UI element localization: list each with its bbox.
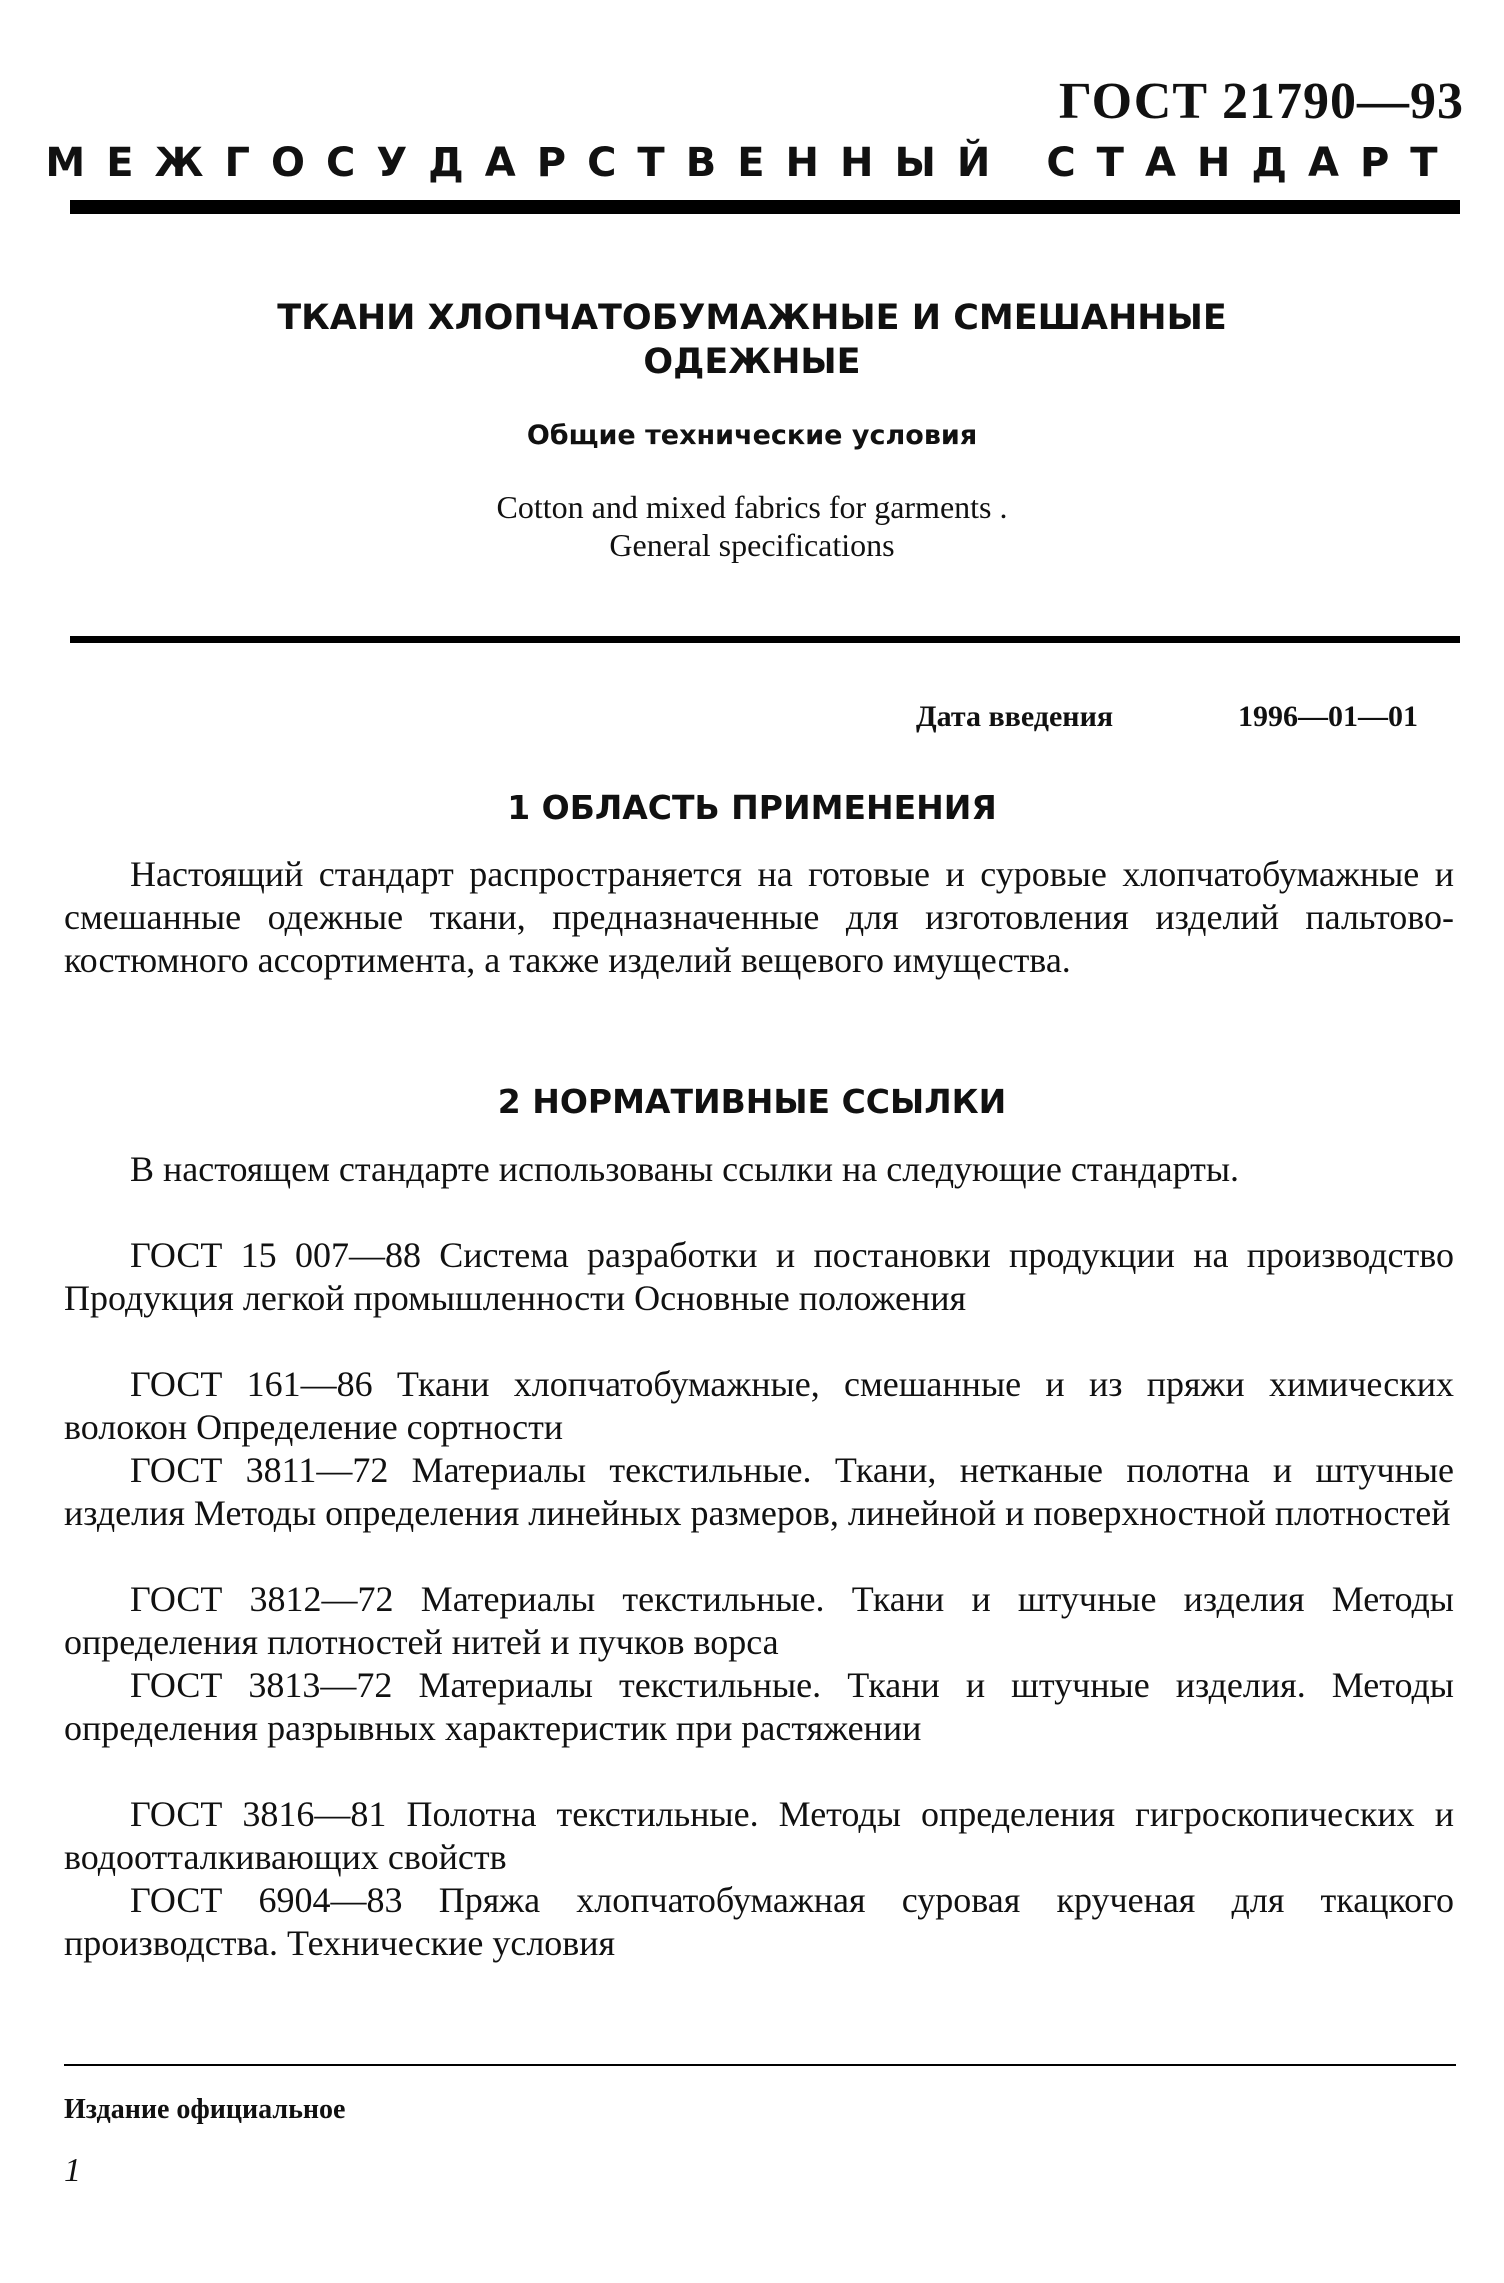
top-rule-divider xyxy=(70,200,1460,214)
english-title-line-2: General specifications xyxy=(609,527,895,563)
title-line-1: ТКАНИ ХЛОПЧАТОБУМАЖНЫЕ И СМЕШАННЫЕ xyxy=(277,298,1227,338)
middle-rule-divider xyxy=(70,636,1460,643)
gost-code: ГОСТ 21790—93 xyxy=(1058,73,1464,130)
introduction-date-label: Дата введения xyxy=(916,700,1114,733)
reference-item: ГОСТ 161—86 Ткани хлопчатобумажные, смешанные и из пряжи химических волокон Определение сортности xyxy=(64,1364,1454,1447)
document-subtitle: Общие технические условия xyxy=(526,420,978,451)
footer-rule-divider xyxy=(64,2064,1456,2066)
section-1-heading: 1 ОБЛАСТЬ ПРИМЕНЕНИЯ xyxy=(507,788,997,827)
reference-item: ГОСТ 3813—72 Материалы текстильные. Ткани и штучные изделия. Методы определения разрывных характеристик при растяжении xyxy=(64,1665,1454,1748)
english-title xyxy=(0,488,1504,564)
reference-item: ГОСТ 3816—81 Полотна текстильные. Методы определения гигроскопических и водоотталкивающих свойств xyxy=(64,1794,1454,1877)
standard-type-heading: МЕЖГОСУДАРСТВЕННЫЙ СТАНДАРТ xyxy=(45,140,1459,186)
title-line-2: ОДЕЖНЫЕ xyxy=(643,342,861,382)
english-title-line-1: Cotton and mixed fabrics for garments . xyxy=(496,489,1008,525)
section-2-heading: 2 НОРМАТИВНЫЕ ССЫЛКИ xyxy=(497,1082,1007,1121)
introduction-date-value: 1996—01—01 xyxy=(1238,700,1418,733)
document-title xyxy=(0,296,1504,384)
reference-item: ГОСТ 15 007—88 Система разработки и постановки продукции на производство Продукция легкой промышленности Основные положения xyxy=(64,1235,1454,1318)
section-2-intro: В настоящем стандарте использованы ссылки на следующие стандарты. xyxy=(130,1149,1240,1189)
section-1-text: Настоящий стандарт распространяется на готовые и суровые хлопчатобумажные и смешанные одежные ткани, предназначенные для изготовления изделий пальтово-костюмного ассортимента, а также изделий вещевого имущества. xyxy=(64,854,1454,980)
official-edition-label: Издание официальное xyxy=(64,2094,346,2125)
page-number: 1 xyxy=(64,2152,81,2189)
reference-item: ГОСТ 6904—83 Пряжа хлопчатобумажная суровая крученая для ткацкого производства. Технические условия xyxy=(64,1880,1454,1963)
reference-item: ГОСТ 3811—72 Материалы текстильные. Ткани, нетканые полотна и штучные изделия Методы определения линейных размеров, линейной и поверхностной плотностей xyxy=(64,1450,1454,1533)
reference-item: ГОСТ 3812—72 Материалы текстильные. Ткани и штучные изделия Методы определения плотностей нитей и пучков ворса xyxy=(64,1579,1454,1662)
